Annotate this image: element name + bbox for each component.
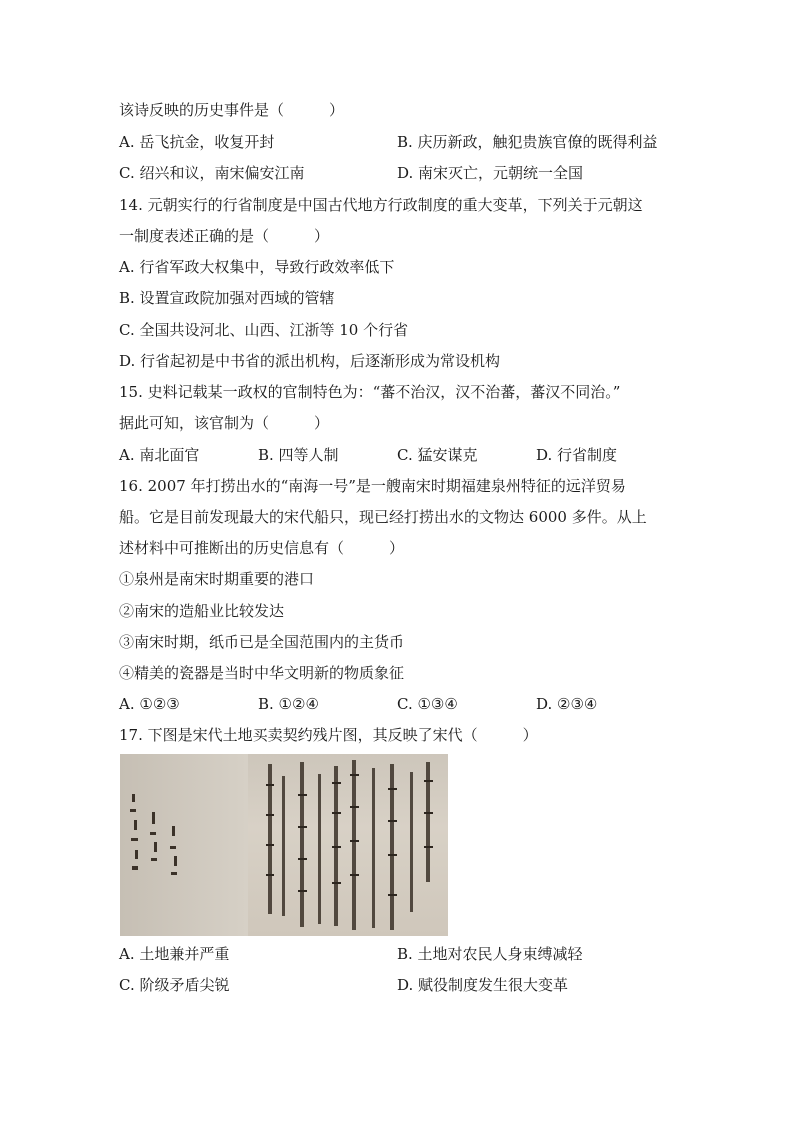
q14-option-b[interactable]: B. 设置宣政院加强对西域的管辖 [119, 289, 335, 307]
q17-stem: 17. 下图是宋代土地买卖契约残片图，其反映了宋代（ ） [119, 726, 538, 744]
q17-option-d[interactable]: D. 赋役制度发生很大变革 [397, 976, 569, 994]
q17-option-c[interactable]: C. 阶级矛盾尖锐 [119, 976, 230, 994]
q16-statement-2: ②南宋的造船业比较发达 [119, 602, 285, 620]
q16-option-c[interactable]: C. ①③④ [397, 695, 458, 713]
q16-statement-4: ④精美的瓷器是当时中华文明新的物质象征 [119, 664, 405, 682]
q17-option-b[interactable]: B. 土地对农民人身束缚减轻 [397, 945, 583, 963]
q14-stem-line-2: 一制度表述正确的是（ ） [119, 227, 330, 245]
q16-option-b[interactable]: B. ①②④ [258, 695, 319, 713]
q14-option-a[interactable]: A. 行省军政大权集中，导致行政效率低下 [119, 258, 395, 276]
q17-option-a[interactable]: A. 土地兼并严重 [119, 945, 230, 963]
q13-option-b[interactable]: B. 庆历新政，触犯贵族官僚的既得利益 [397, 133, 658, 151]
q16-statement-1: ①泉州是南宋时期重要的港口 [119, 570, 315, 588]
q16-stem-line-3: 述材料中可推断出的历史信息有（ ） [119, 539, 405, 557]
land-contract-fragment-image [120, 754, 448, 936]
q16-stem-line-1: 16. 2007 年打捞出水的“南海一号”是一艘南宋时期福建泉州特征的远洋贸易 [119, 477, 626, 495]
q14-option-c[interactable]: C. 全国共设河北、山西、江浙等 10 个行省 [119, 321, 409, 339]
q15-option-d[interactable]: D. 行省制度 [536, 446, 618, 464]
q15-option-a[interactable]: A. 南北面官 [119, 446, 200, 464]
handwriting-strokes [120, 754, 448, 936]
q13-option-a[interactable]: A. 岳飞抗金，收复开封 [119, 133, 275, 151]
q15-option-b[interactable]: B. 四等人制 [258, 446, 339, 464]
q15-option-c[interactable]: C. 猛安谋克 [397, 446, 478, 464]
q16-option-d[interactable]: D. ②③④ [536, 695, 598, 713]
q13-stem: 该诗反映的历史事件是（ ） [119, 101, 345, 119]
q15-stem-line-1: 15. 史料记载某一政权的官制特色为：“蕃不治汉，汉不治蕃，蕃汉不同治。” [119, 383, 621, 401]
q14-stem-line-1: 14. 元朝实行的行省制度是中国古代地方行政制度的重大变革，下列关于元朝这 [119, 196, 643, 214]
q15-stem-line-2: 据此可知，该官制为（ ） [119, 414, 330, 432]
q13-option-c[interactable]: C. 绍兴和议，南宋偏安江南 [119, 164, 305, 182]
q16-option-a[interactable]: A. ①②③ [119, 695, 180, 713]
q16-statement-3: ③南宋时期，纸币已是全国范围内的主货币 [119, 633, 405, 651]
q13-option-d[interactable]: D. 南宋灭亡，元朝统一全国 [397, 164, 584, 182]
q14-option-d[interactable]: D. 行省起初是中书省的派出机构，后逐渐形成为常设机构 [119, 352, 501, 370]
q16-stem-line-2: 船。它是目前发现最大的宋代船只，现已经打捞出水的文物达 6000 多件。从上 [119, 508, 647, 526]
